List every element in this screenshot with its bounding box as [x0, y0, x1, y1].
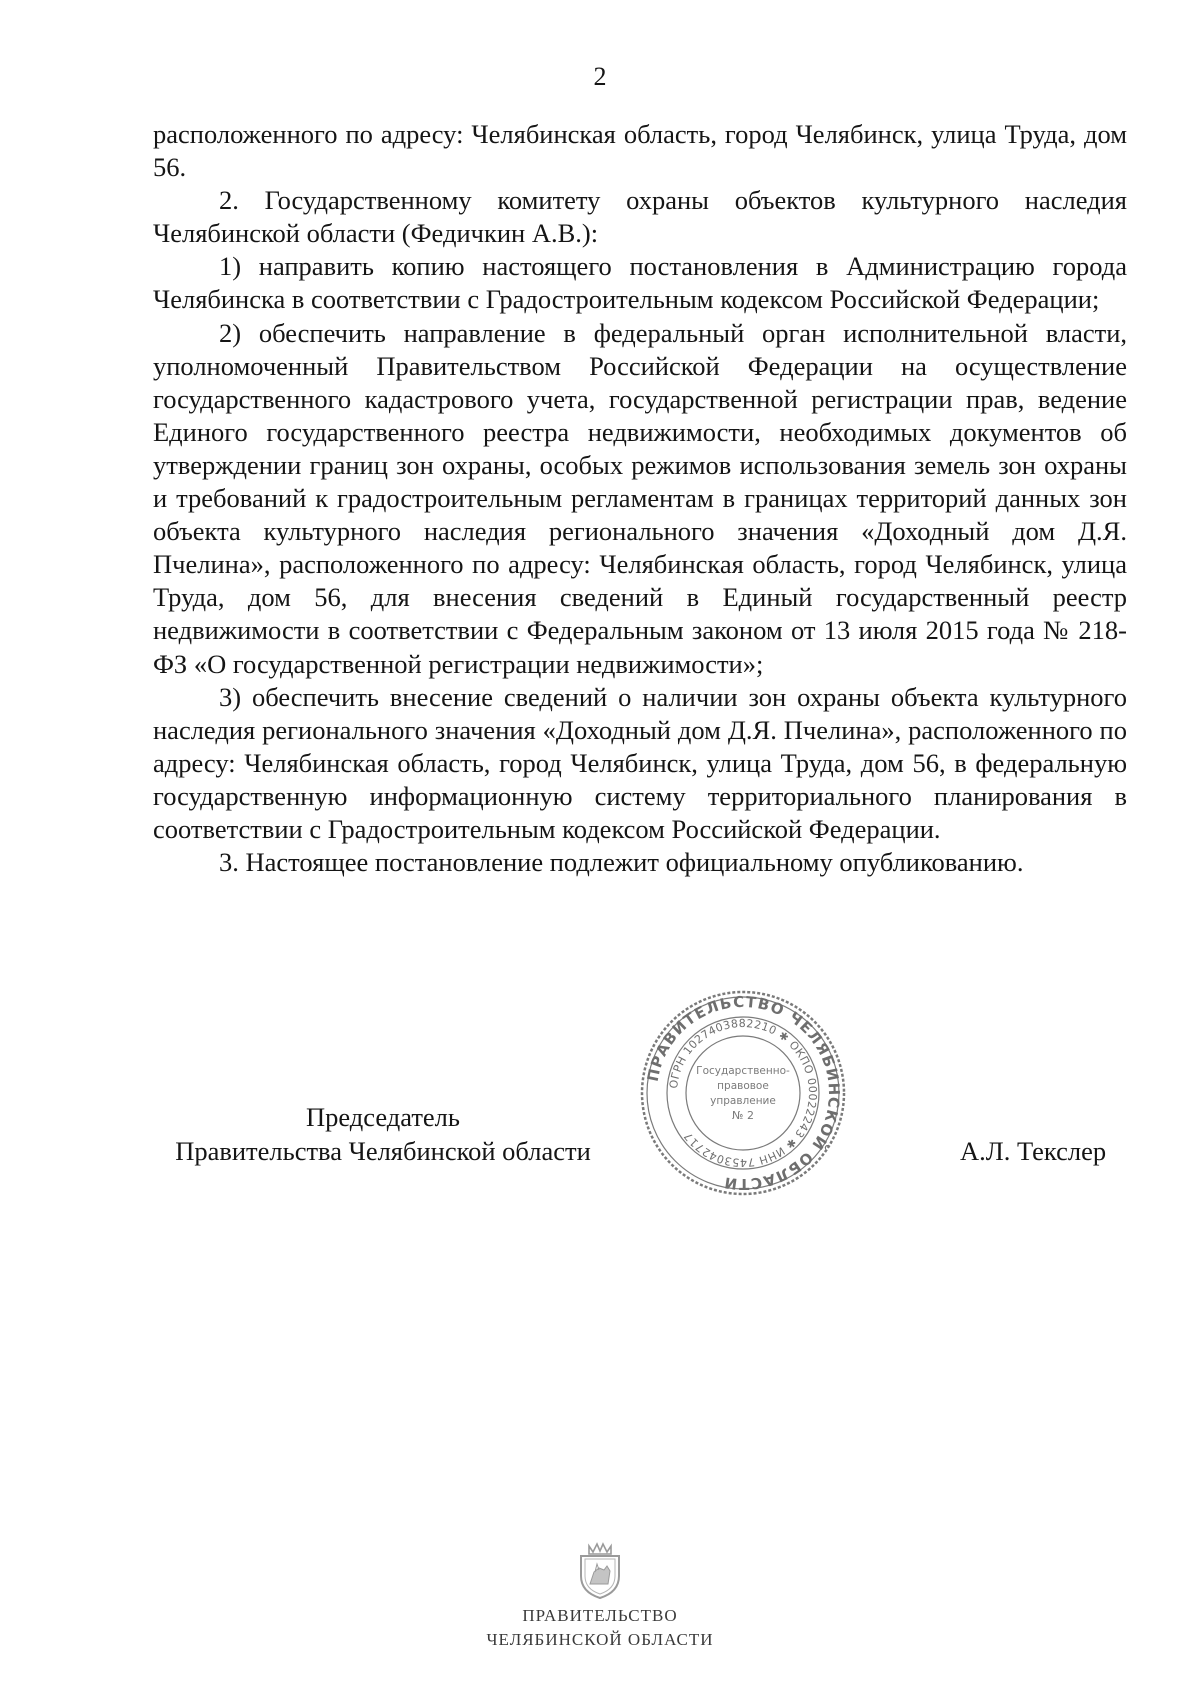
page-number: 2	[593, 62, 607, 91]
emblem-graphic	[573, 1540, 627, 1600]
official-seal	[638, 988, 848, 1198]
seal-center-line2: правовое	[717, 1080, 769, 1092]
paragraph-subitem-2: 2) обеспечить направление в федеральный орган исполнительной власти, уполномоченный Правительством Российской Федерации на осуществление государственного кадастрового учета, государственной регистрации прав, ведение Единого государственного реестра недвижимости, необходимых документов об утверждении границ зон охраны, особых режимов использования земель зон охраны и требований к градостроительным регламентам в границах территорий данных зон объекта культурного наследия регионального значения «Доходный дом Д.Я. Пчелина», расположенного по адресу: Челябинская область, город Челябинск, улица Труда, дом 56, для внесения сведений в Единый государственный реестр недвижимости в соответствии с Федеральным законом от 13 июля 2015 года № 218-ФЗ «О государственной регистрации недвижимости»;	[153, 317, 1127, 679]
seal-outer-text: ПРАВИТЕЛЬСТВО ЧЕЛЯБИНСКОЙ ОБЛАСТИ	[643, 992, 844, 1194]
signatory-title-line2: Правительства Челябинской области	[175, 1136, 591, 1166]
paragraph-item-2: 2. Государственному комитету охраны объектов культурного наследия Челябинской области (Федичкин А.В.):	[153, 185, 1127, 249]
signatory-title	[148, 1100, 618, 1168]
seal-inner-text: ОГРН 1027403882210 ✱ ОКПО 00022243 ✱ ИНН 7453042717	[667, 1016, 820, 1170]
svg-text:ОГРН 1027403882210 ✱ ОКПО 0002	[667, 1017, 819, 1169]
seal-center-line1: Государственно-	[696, 1065, 790, 1077]
paragraph-subitem-1: 1) направить копию настоящего постановления в Администрацию города Челябинска в соответствии с Градостроительным кодексом Российской Федерации;	[153, 251, 1127, 315]
seal-center-line4: № 2	[732, 1109, 754, 1122]
footer-organization	[0, 1604, 1200, 1652]
footer-org-line2: ЧЕЛЯБИНСКОЙ ОБЛАСТИ	[486, 1630, 714, 1649]
seal-graphic	[638, 988, 848, 1198]
seal-center-line3: управление	[710, 1095, 776, 1107]
signatory-name: А.Л. Текслер	[960, 1136, 1107, 1166]
signatory-title-line1: Председатель	[306, 1102, 460, 1132]
document-body	[153, 118, 1127, 879]
paragraph-item-3: 3. Настоящее постановление подлежит официальному опубликованию.	[219, 847, 1024, 878]
paragraph-subitem-3: 3) обеспечить внесение сведений о наличии зон охраны объекта культурного наследия регионального значения «Доходный дом Д.Я. Пчелина», расположенного по адресу: Челябинская область, город Челябинск, улица Труда, дом 56, в федеральную государственную информационную систему территориального планирования в соответствии с Градостроительным кодексом Российской Федерации.	[153, 681, 1127, 844]
paragraph-address-continuation: расположенного по адресу: Челябинская область, город Челябинск, улица Труда, дом 56.	[153, 119, 1127, 183]
footer-org-line1: ПРАВИТЕЛЬСТВО	[522, 1606, 678, 1625]
coat-of-arms-icon	[573, 1540, 627, 1600]
